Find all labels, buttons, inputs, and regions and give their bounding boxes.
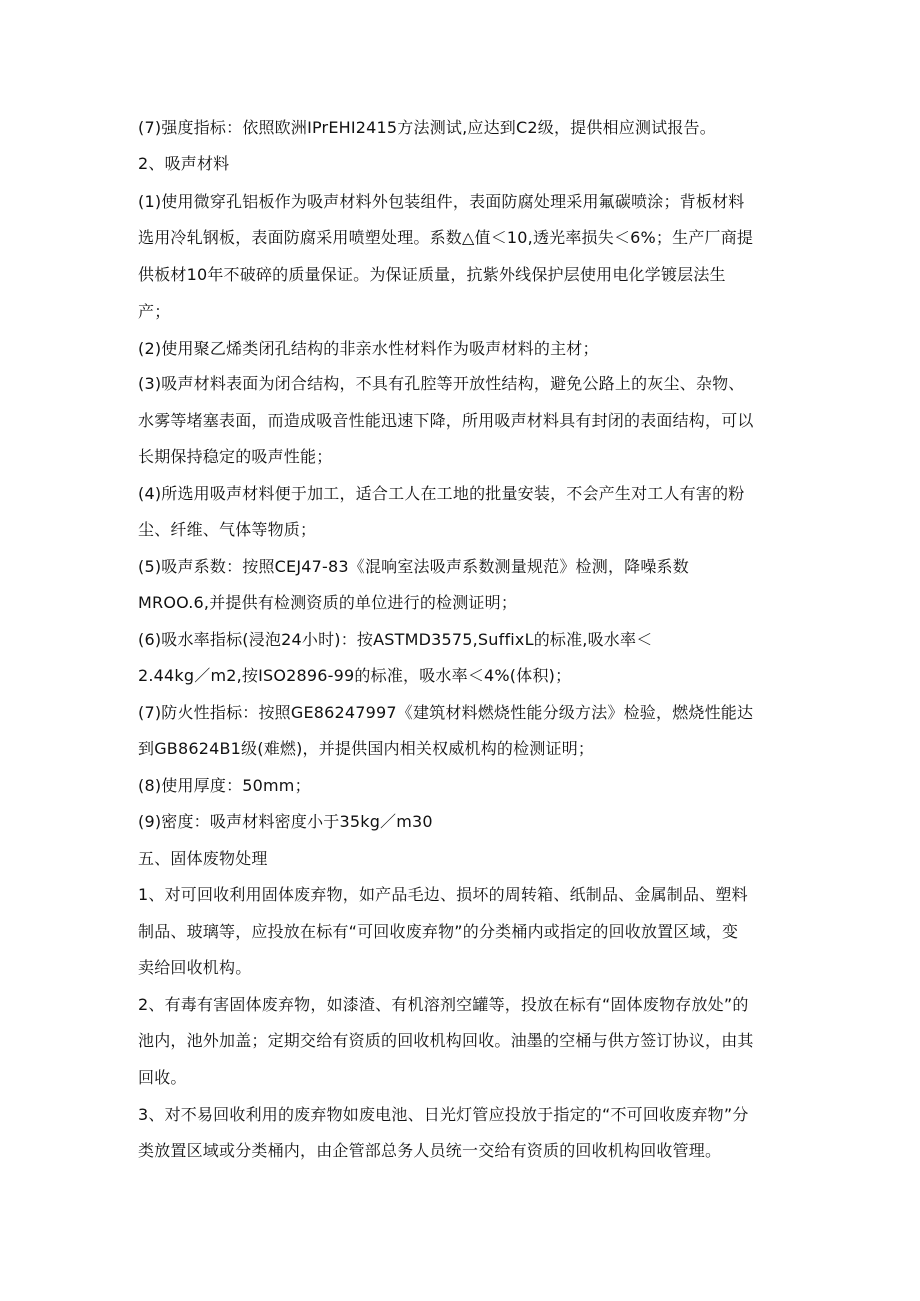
text-line: 供板材10年不破碎的质量保证。为保证质量，抗紫外线保护层使用电化学镀层法生 <box>138 265 726 284</box>
text-line: (7)防火性指标：按照GE86247997《建筑材料燃烧性能分级方法》检验，燃烧性能达 <box>138 703 754 722</box>
text-line: 选用冷轧钢板，表面防腐采用喷塑处理。系数△值＜10,透光率损失＜6%；生产厂商提 <box>138 228 754 247</box>
text-line: 制品、玻璃等，应投放在标有“可回收废弃物”的分类桶内或指定的回收放置区域，变 <box>138 922 739 941</box>
text-line: MROO.6,并提供有检测资质的单位进行的检测证明； <box>138 593 518 612</box>
text-line: 尘、纤维、气体等物质； <box>138 520 317 539</box>
text-line: (7)强度指标：依照欧洲IPrEHI2415方法测试,应达到C2级，提供相应测试报告。 <box>138 118 716 137</box>
text-line: 产； <box>138 302 171 321</box>
text-line: 类放置区域或分类桶内，由企管部总务人员统一交给有资质的回收机构回收管理。 <box>138 1141 722 1160</box>
text-line: (5)吸声系数：按照CEJ47-83《混响室法吸声系数测量规范》检测，降噪系数 <box>138 557 689 576</box>
text-line: (4)所选用吸声材料便于加工，适合工人在工地的批量安装，不会产生对工人有害的粉 <box>138 484 745 503</box>
text-line: 池内，池外加盖；定期交给有资质的回收机构回收。油墨的空桶与供方签订协议，由其 <box>138 1031 754 1050</box>
text-line: 到GB8624B1级(难燃)，并提供国内相关权威机构的检测证明； <box>138 739 595 758</box>
text-line: (9)密度：吸声材料密度小于35kg／m30 <box>138 812 433 831</box>
text-line: 2、有毒有害固体废弃物，如漆渣、有机溶剂空罐等，投放在标有“固体废物存放处”的 <box>138 995 749 1014</box>
text-line: 回收。 <box>138 1068 187 1087</box>
text-line: (1)使用微穿孔铝板作为吸声材料外包装组件，表面防腐处理采用氟碳喷涂；背板材料 <box>138 192 745 211</box>
text-line: (2)使用聚乙烯类闭孔结构的非亲水性材料作为吸声材料的主材； <box>138 339 599 358</box>
text-line: 3、对不易回收利用的废弃物如废电池、日光灯管应投放于指定的“不可回收废弃物”分 <box>138 1105 749 1124</box>
text-line: (3)吸声材料表面为闭合结构，不具有孔腔等开放性结构，避免公路上的灰尘、杂物、 <box>138 374 745 393</box>
section-heading: 五、固体废物处理 <box>138 849 268 868</box>
section-heading: 2、吸声材料 <box>138 154 230 173</box>
text-line: (6)吸水率指标(浸泡24小时)：按ASTMD3575,SuffixL的标准,吸水率＜ <box>138 630 653 649</box>
text-line: 卖给回收机构。 <box>138 958 252 977</box>
text-line: 1、对可回收利用固体废弃物，如产品毛边、损坏的周转箱、纸制品、金属制品、塑料 <box>138 885 748 904</box>
text-line: 长期保持稳定的吸声性能； <box>138 447 333 466</box>
text-line: 2.44kg／m2,按ISO2896-99的标准，吸水率＜4%(体积)； <box>138 666 572 685</box>
text-line: (8)使用厚度：50mm； <box>138 776 311 795</box>
text-line: 水雾等堵塞表面，而造成吸音性能迅速下降，所用吸声材料具有封闭的表面结构，可以 <box>138 411 754 430</box>
